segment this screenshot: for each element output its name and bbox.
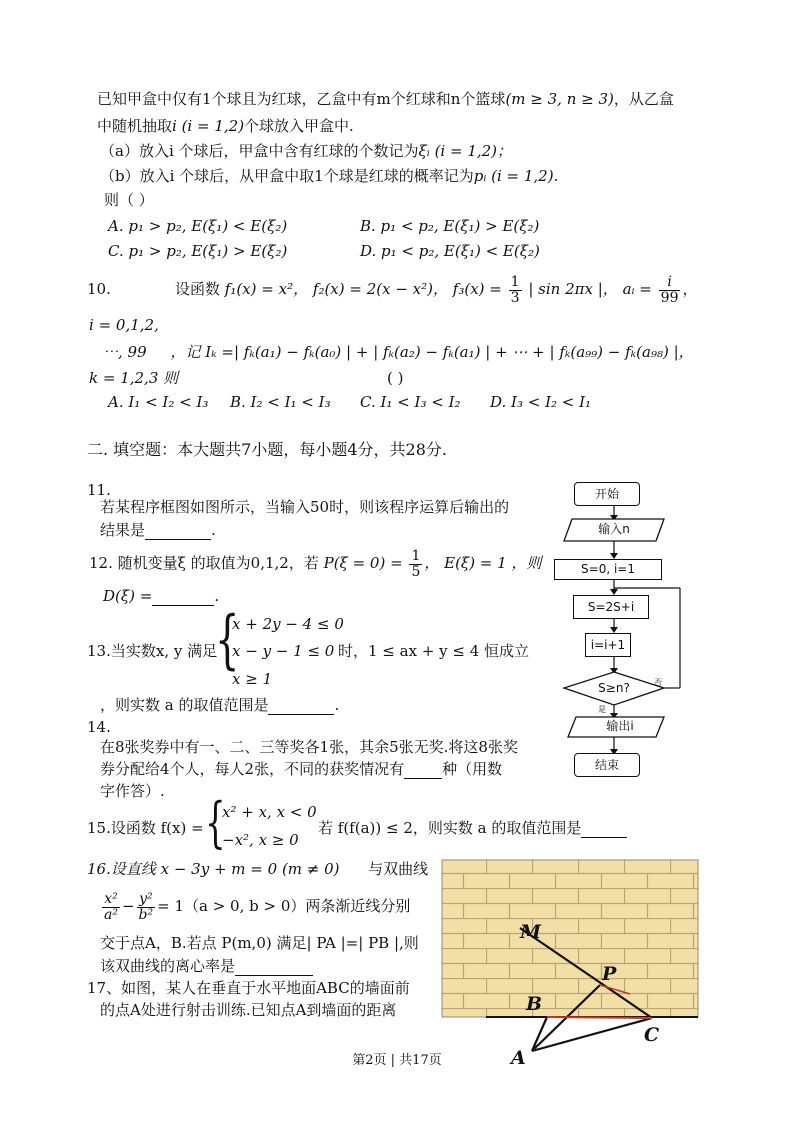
q15-prefix: 15.设函数 f(x) = xyxy=(87,819,204,837)
q13-answer-blank xyxy=(268,698,334,715)
q16-line1: 16.设直线 x − 3y + m = 0 (m ≠ 0) 与双曲线 xyxy=(87,860,429,878)
q9-a: （a）放入i 个球后，甲盒中含有红球的个数记为ξᵢ (i = 1,2)； xyxy=(100,142,513,160)
flowchart-end: 结束 xyxy=(574,753,640,777)
q15-tail: 若 f(f(a)) ≤ 2，则实数 a 的取值范围是 xyxy=(318,818,627,838)
q9-option-b: B. p₁ < p₂, E(ξ₁) > E(ξ₂) xyxy=(360,217,540,235)
q10-option-c: C. I₁ < I₃ < I₂ xyxy=(360,393,461,411)
q11-answer-blank xyxy=(145,523,211,540)
q17-line2: 的点A处进行射击训练.已知点A到墙面的距离 xyxy=(100,1001,397,1019)
q10-option-b: B. I₂ < I₁ < I₃ xyxy=(230,393,331,411)
label-b: B xyxy=(526,993,543,1015)
fraction-one-third: $\frac{1}{3}$ xyxy=(510,273,520,306)
flowchart-update: S=2S+i xyxy=(573,595,649,619)
q15-piecewise-brace: { xyxy=(205,791,226,854)
q14-line2: 券分配给4个人，每人2张，不同的获奖情况有 种（用数 xyxy=(100,760,503,778)
q10-number: 10. xyxy=(87,280,111,298)
q11-line1: 若某程序框图如图所示，当输入50时，则该程序运算后输出的 xyxy=(100,498,510,516)
section-heading: 二. 填空题：本大题共7小题，每小题4分，共28分. xyxy=(87,440,447,459)
q9-ask: 则（ ） xyxy=(104,191,154,209)
q12-line2: D(ξ) = . xyxy=(103,587,220,605)
q9-option-a: A. p₁ > p₂, E(ξ₁) < E(ξ₂) xyxy=(108,217,288,235)
q12-answer-blank xyxy=(152,589,214,606)
flowchart-input: 输入n xyxy=(598,522,630,536)
q9-line2: 中随机抽取i (i = 1,2)个球放入甲盒中. xyxy=(97,117,354,135)
fraction-y2-b2: $\frac{\text{y²}}{\text{b²}}$ xyxy=(138,890,154,923)
q15-case-1: x² + x, x < 0 xyxy=(222,803,317,821)
q13-tail: ，则实数 a 的取值范围是 . xyxy=(100,696,340,714)
flowchart-no-label: 否 xyxy=(654,678,662,687)
q13-constraint-1: x + 2y − 4 ≤ 0 xyxy=(232,615,344,633)
label-m: M xyxy=(520,921,542,943)
q15-case-2: −x², x ≥ 0 xyxy=(222,831,299,849)
q10-functions: 设函数 f₁(x) = x²， f₂(x) = 2(x − x²)， f₃(x) = $\frac{1}{3}$ | sin 2πx |， aᵢ = $\frac{i}{99}$ ， xyxy=(175,273,698,306)
line-a-b xyxy=(532,1017,547,1051)
q9-b: （b）放入i 个球后，从甲盒中取1个球是红球的概率记为pᵢ (i = 1,2). xyxy=(100,167,559,185)
fraction-i-over-99: $\frac{i}{99}$ xyxy=(660,273,679,306)
q12-line1: 12. 随机变量ξ 的取值为0,1,2，若 P(ξ = 0) = $\frac{1}{5}$ ， E(ξ) = 1 ，则 xyxy=(89,547,542,580)
q15-answer-blank xyxy=(581,821,627,838)
q11-line2: 结果是 . xyxy=(100,521,216,539)
q16-answer-blank xyxy=(235,959,313,976)
q17-line1: 17、如图，某人在垂直于水平地面ABC的墙面前 xyxy=(87,979,410,997)
fraction-one-fifth: $\frac{1}{5}$ xyxy=(411,547,421,580)
q13-prefix: 13.当实数x, y 满足 xyxy=(87,642,218,660)
page-footer: 第2页 | 共17页 xyxy=(352,1053,442,1068)
flowchart-start: 开始 xyxy=(574,482,640,506)
q13-system-brace: { xyxy=(215,603,240,677)
q10-sum-line: ⋯, 99 ，记 Iₖ =| fₖ(a₁) − fₖ(a₀) | + | fₖ(a₂) − fₖ(a₁) | + ⋯ + | fₖ(a₉₉) − fₖ(a₉₈) |， xyxy=(103,343,694,361)
q9-option-c: C. p₁ > p₂, E(ξ₁) > E(ξ₂) xyxy=(108,242,288,260)
fraction-x2-a2: $\frac{\text{x²}}{\text{a²}}$ xyxy=(104,890,118,923)
q10-option-d: D. I₃ < I₂ < I₁ xyxy=(490,393,592,411)
flowchart-output: 输出i xyxy=(606,719,634,733)
q16-line4: 该双曲线的离心率是 xyxy=(100,956,313,976)
q9-option-d: D. p₁ < p₂, E(ξ₁) < E(ξ₂) xyxy=(360,242,540,260)
q10-k-line: k = 1,2,3 则 xyxy=(89,369,179,387)
line-b-c xyxy=(547,1017,652,1018)
q14-answer-blank xyxy=(404,762,442,779)
q16-line2: $\frac{\text{x²}}{\text{a²}}$ − $\frac{\text{y²}}{\text{b²}}$ = 1（a > 0, b > 0）两条渐近线分别 xyxy=(104,890,411,923)
q14-number: 14. xyxy=(87,718,111,736)
label-a: A xyxy=(511,1047,526,1068)
q13-condition: 时，1 ≤ ax + y ≤ 4 恒成立 xyxy=(338,642,530,660)
q10-option-a: A. I₁ < I₂ < I₃ xyxy=(108,393,209,411)
q9-line1: 已知甲盒中仅有1个球且为红球，乙盒中有m个红球和n个篮球(m ≥ 3, n ≥ 3)，从乙盒 xyxy=(97,90,674,108)
label-c: C xyxy=(644,1024,660,1046)
q11-number: 11. xyxy=(87,481,111,499)
q13-constraint-2: x − y − 1 ≤ 0 xyxy=(232,642,335,660)
label-p: P xyxy=(602,963,617,985)
flowchart-yes-label: 是 xyxy=(598,705,606,714)
flowchart-init: S=0, i=1 xyxy=(554,559,662,580)
q14-line1: 在8张奖券中有一、二、三等奖各1张，其余5张无奖.将这8张奖 xyxy=(100,738,518,756)
brick-wall xyxy=(442,860,698,1017)
q13-constraint-3: x ≥ 1 xyxy=(232,670,273,688)
q10-index-line: i = 0,1,2, xyxy=(89,316,159,334)
q16-line3: 交于点A，B.若点 P(m,0) 满足| PA |=| PB |,则 xyxy=(100,934,419,952)
q10-answer-paren: ( ) xyxy=(387,369,404,387)
flowchart-condition: S≥n? xyxy=(598,681,630,695)
wall-diagram xyxy=(440,858,700,1068)
flowchart-increment: i=i+1 xyxy=(585,633,631,657)
q14-line3: 字作答）. xyxy=(100,782,165,800)
